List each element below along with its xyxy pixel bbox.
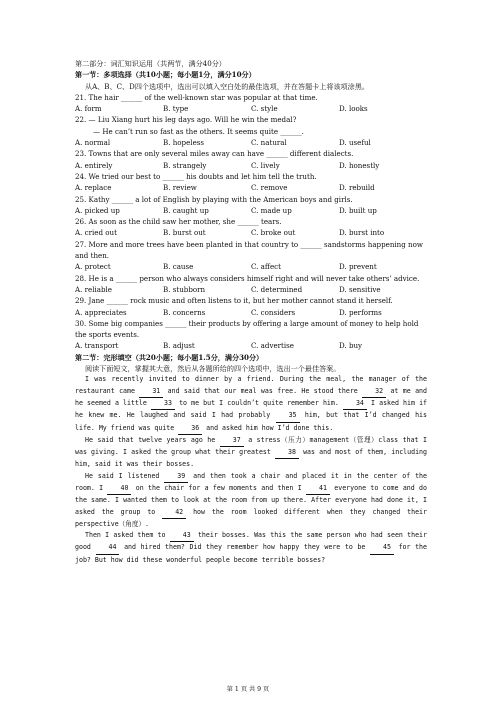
option-d: D. rebuild bbox=[339, 183, 375, 193]
blank-33: 33 bbox=[151, 398, 175, 410]
question-stem-continued: the sports events. bbox=[75, 330, 140, 340]
question-stem: 22. — Liu Xiang hurt his leg days ago. Will he win the medal? bbox=[75, 115, 297, 125]
passage-paragraph: I was recently invited to dinner by a friend. During the meal, the manager of the restaurant came 31 and said that our meal was free. He stood there 32 at me and he seemed a little 33 to me but I couldn’t quite remember him. 34 I asked him if he knew me. He laughed and said I had probably 35 him, but that I’d changed his life. My friend was quite 36 and asked him how I’d done this. bbox=[75, 374, 427, 434]
question-stem-continued: and then. bbox=[75, 251, 110, 261]
blank-41: 41 bbox=[306, 483, 330, 495]
question-stem: 24. We tried our best to ______ his doubts and let him tell the truth. bbox=[75, 171, 317, 181]
option-c: C. made up bbox=[251, 205, 292, 215]
question-options bbox=[75, 137, 427, 148]
option-a: A. entirely bbox=[75, 160, 113, 170]
question-stem: 30. Some big companies ______ their products by offering a large amount of money to help hold bbox=[75, 318, 419, 328]
option-a: A. picked up bbox=[75, 205, 120, 215]
question-options bbox=[75, 227, 427, 238]
question-options bbox=[75, 103, 427, 114]
page-footer: 第 1 页 共 9 页 bbox=[226, 686, 270, 693]
option-d: D. useful bbox=[339, 138, 371, 148]
question-stem: 28. He is a ______ person who always considers himself right and will never take others’ advice. bbox=[75, 273, 420, 283]
question-stem: 27. More and more trees have been planted in that country to ______ sandstorms happening now bbox=[75, 239, 423, 249]
question-stem: 21. The hair ______ of the well-known star was popular at that time. bbox=[75, 92, 318, 102]
option-a: A. normal bbox=[75, 138, 111, 148]
option-b: B. concerns bbox=[163, 307, 206, 317]
option-a: A. cried out bbox=[75, 228, 117, 238]
option-c: C. remove bbox=[251, 183, 288, 193]
option-c: C. broke out bbox=[251, 228, 296, 238]
option-b: B. burst out bbox=[163, 228, 206, 238]
passage-paragraph: He said that twelve years ago he 37 a stress（压力）management（管理）class that I was giving. I asked the group what their greatest 38 was and most of them, including him, said it was their bosses. bbox=[75, 435, 427, 469]
section1-instructions: 从A、B、C、D四个选项中，选出可以填入空白处的最佳选项，并在答题卡上将该项涂黑。 bbox=[85, 81, 369, 91]
exam-page bbox=[75, 58, 427, 566]
option-c: C. natural bbox=[251, 138, 287, 148]
blank-36: 36 bbox=[178, 423, 202, 435]
option-d: D. honestly bbox=[339, 160, 380, 170]
option-b: B. adjust bbox=[163, 341, 195, 351]
question-options bbox=[75, 261, 427, 272]
question-options bbox=[75, 284, 427, 295]
passage-paragraph: Then I asked them to 43 their bosses. Was this the same person who had seen their good 44 and hired them? Did they remember how happy they were to be 45 for the job? But how did these wonderful people become terrible bosses? bbox=[75, 531, 428, 564]
option-c: C. style bbox=[251, 104, 278, 114]
blank-39: 39 bbox=[164, 471, 188, 483]
option-c: C. affect bbox=[251, 262, 281, 272]
question-list bbox=[75, 92, 427, 352]
question-options bbox=[75, 340, 427, 351]
question-options bbox=[75, 205, 427, 216]
blank-35: 35 bbox=[276, 410, 300, 422]
blank-34: 34 bbox=[343, 398, 367, 410]
question-stem: 23. Towns that are only several miles away can have ______ different dialects. bbox=[75, 149, 354, 159]
question-stem: 26. As soon as the child saw her mother, she ______ tears. bbox=[75, 217, 282, 227]
blank-37: 37 bbox=[220, 435, 244, 447]
blank-42: 42 bbox=[162, 507, 186, 519]
option-b: B. caught up bbox=[163, 205, 209, 215]
passage-paragraph: He said I listened 39 and then took a chair and placed it in the center of the room. I 40 on the chair for a few moments and then I 41 everyone to come and do the same. I wanted them to look at the room from up there. After everyone had done it, I asked the group to 42 how the room looked different when they changed their perspective（角度）. bbox=[75, 471, 427, 528]
option-b: B. type bbox=[163, 104, 189, 114]
blank-40: 40 bbox=[107, 483, 131, 495]
option-d: D. burst into bbox=[339, 228, 385, 238]
option-c: C. determined bbox=[251, 284, 303, 294]
option-a: A. appreciates bbox=[75, 307, 127, 317]
option-b: B. cause bbox=[163, 262, 194, 272]
option-a: A. replace bbox=[75, 183, 112, 193]
option-b: B. stubborn bbox=[163, 284, 206, 294]
question-stem-continued: — He can’t run so fast as the others. It seems quite ______. bbox=[93, 126, 304, 136]
section2-instructions: 阅读下面短文，掌握其大意，然后从各题所给的四个选项中，选出一个最佳答案。 bbox=[85, 364, 341, 374]
option-c: C. lively bbox=[251, 160, 280, 170]
cloze-passage bbox=[75, 374, 427, 566]
part-title: 第二部分：词汇知识运用（共两节，满分40分） bbox=[75, 59, 226, 68]
question-options bbox=[75, 307, 427, 318]
option-d: D. sensitive bbox=[339, 284, 381, 294]
blank-32: 32 bbox=[362, 386, 386, 398]
option-d: D. built up bbox=[339, 205, 377, 215]
option-b: B. strangely bbox=[163, 160, 207, 170]
option-d: D. prevent bbox=[339, 262, 377, 272]
option-c: C. considers bbox=[251, 307, 296, 317]
option-a: A. reliable bbox=[75, 284, 112, 294]
option-d: D. buy bbox=[339, 341, 363, 351]
question-options bbox=[75, 182, 427, 193]
blank-43: 43 bbox=[170, 530, 194, 542]
option-d: D. performs bbox=[339, 307, 382, 317]
option-b: B. review bbox=[163, 183, 197, 193]
question-stem: 25. Kathy ______ a lot of English by playing with the American boys and girls. bbox=[75, 194, 353, 204]
option-a: A. protect bbox=[75, 262, 111, 272]
option-a: A. form bbox=[75, 104, 102, 114]
option-b: B. hopeless bbox=[163, 138, 205, 148]
question-options bbox=[75, 160, 427, 171]
blank-45: 45 bbox=[370, 542, 394, 554]
option-d: D. looks bbox=[339, 104, 368, 114]
option-a: A. transport bbox=[75, 341, 119, 351]
question-stem: 29. Jane ______ rock music and often listens to it, but her mother cannot stand it herself. bbox=[75, 296, 393, 306]
blank-38: 38 bbox=[275, 447, 299, 459]
blank-31: 31 bbox=[139, 386, 163, 398]
blank-44: 44 bbox=[96, 542, 120, 554]
section1-title: 第一节：多项选择（共10小题；每小题1分，满分10分） bbox=[75, 70, 256, 80]
section2-title: 第二节：完形填空（共20小题；每小题1.5分，满分30分） bbox=[75, 352, 264, 362]
option-c: C. advertise bbox=[251, 341, 295, 351]
